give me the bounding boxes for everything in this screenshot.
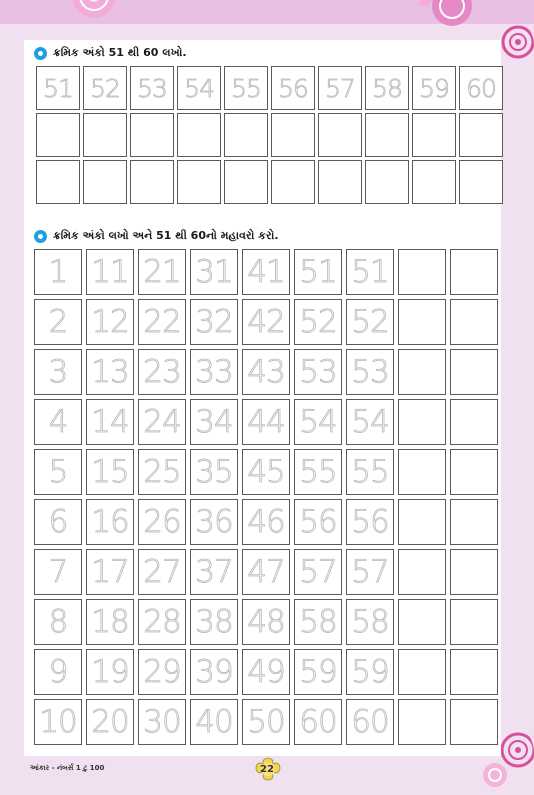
blank-writing-cell	[130, 160, 174, 204]
tracing-cell: 2	[34, 299, 82, 345]
blank-writing-cell	[224, 113, 268, 157]
tracing-cell: 48	[242, 599, 290, 645]
practice-grid-1-60	[34, 249, 498, 745]
tracing-cell: 32	[190, 299, 238, 345]
blank-writing-cell	[398, 299, 446, 345]
tracing-cell: 10	[34, 699, 82, 745]
blank-writing-cell	[130, 113, 174, 157]
tracing-cell: 24	[138, 399, 186, 445]
blank-writing-cell	[271, 113, 315, 157]
tracing-cell: 60	[459, 66, 503, 110]
tracing-cell: 31	[190, 249, 238, 295]
tracing-cell: 55	[346, 449, 394, 495]
tracing-cell: 40	[190, 699, 238, 745]
blank-writing-cell	[36, 160, 80, 204]
tracing-cell: 17	[86, 549, 134, 595]
tracing-cell: 59	[294, 649, 342, 695]
tracing-cell: 51	[294, 249, 342, 295]
tracing-cell: 54	[177, 66, 221, 110]
tracing-cell: 59	[346, 649, 394, 695]
bullet-icon	[34, 230, 47, 243]
tracing-cell: 56	[294, 499, 342, 545]
section1-heading-text: ક્રમિક અંકો 51 થી 60 લખો.	[53, 46, 187, 59]
tracing-cell: 26	[138, 499, 186, 545]
blank-writing-cell	[398, 249, 446, 295]
tracing-cell: 35	[190, 449, 238, 495]
tracing-cell: 38	[190, 599, 238, 645]
blank-writing-cell	[450, 649, 498, 695]
tracing-cell: 36	[190, 499, 238, 545]
tracing-cell: 53	[346, 349, 394, 395]
tracing-cell: 55	[294, 449, 342, 495]
bullet-icon	[34, 47, 47, 60]
tracing-cell: 18	[86, 599, 134, 645]
tracing-cell: 5	[34, 449, 82, 495]
blank-writing-cell	[450, 249, 498, 295]
tracing-cell: 8	[34, 599, 82, 645]
blank-writing-cell	[365, 160, 409, 204]
tracing-cell: 49	[242, 649, 290, 695]
tracing-cell: 13	[86, 349, 134, 395]
tracing-cell: 42	[242, 299, 290, 345]
tracing-cell: 54	[346, 399, 394, 445]
blank-writing-cell	[412, 160, 456, 204]
spiral-decoration-icon	[498, 22, 534, 68]
blank-writing-cell	[398, 349, 446, 395]
tracing-cell: 58	[346, 599, 394, 645]
tracing-cell: 45	[242, 449, 290, 495]
tracing-cell: 1	[34, 249, 82, 295]
tracing-cell: 6	[34, 499, 82, 545]
blank-writing-cell	[177, 113, 221, 157]
blank-writing-cell	[450, 599, 498, 645]
tracing-cell: 28	[138, 599, 186, 645]
blank-writing-cell	[450, 349, 498, 395]
tracing-cell: 11	[86, 249, 134, 295]
blank-writing-cell	[398, 399, 446, 445]
blank-writing-cell	[459, 160, 503, 204]
blank-writing-cell	[318, 113, 362, 157]
blank-writing-cell	[398, 499, 446, 545]
blank-writing-cell	[450, 549, 498, 595]
tracing-cell: 53	[294, 349, 342, 395]
tracing-cell: 44	[242, 399, 290, 445]
tracing-cell: 19	[86, 649, 134, 695]
tracing-cell: 20	[86, 699, 134, 745]
tracing-cell: 25	[138, 449, 186, 495]
tracing-cell: 51	[346, 249, 394, 295]
tracing-cell: 3	[34, 349, 82, 395]
tracing-cell: 33	[190, 349, 238, 395]
tracing-cell: 60	[346, 699, 394, 745]
tracing-cell: 58	[365, 66, 409, 110]
blank-writing-cell	[224, 160, 268, 204]
tracing-cell: 59	[412, 66, 456, 110]
blank-writing-cell	[271, 160, 315, 204]
blank-writing-cell	[450, 699, 498, 745]
blank-writing-cell	[83, 113, 127, 157]
tracing-cell: 23	[138, 349, 186, 395]
tracing-cell: 43	[242, 349, 290, 395]
tracing-cell: 29	[138, 649, 186, 695]
blank-writing-cell	[450, 449, 498, 495]
tracing-cell: 4	[34, 399, 82, 445]
tracing-cell: 53	[130, 66, 174, 110]
tracing-cell: 54	[294, 399, 342, 445]
blank-writing-cell	[398, 549, 446, 595]
tracing-cell: 50	[242, 699, 290, 745]
tracing-cell: 14	[86, 399, 134, 445]
blank-writing-cell	[318, 160, 362, 204]
blank-writing-cell	[398, 449, 446, 495]
circle-decoration-icon	[480, 760, 510, 790]
tracing-grid-51-60	[36, 66, 503, 204]
tracing-cell: 52	[294, 299, 342, 345]
blank-writing-cell	[450, 399, 498, 445]
tracing-cell: 41	[242, 249, 290, 295]
tracing-cell: 60	[294, 699, 342, 745]
section2-heading-text: ક્રમિક અંકો લખો અને 51 થી 60નો મહાવરો કરો.	[53, 229, 279, 242]
tracing-cell: 22	[138, 299, 186, 345]
blank-writing-cell	[398, 599, 446, 645]
tracing-cell: 21	[138, 249, 186, 295]
tracing-cell: 37	[190, 549, 238, 595]
tracing-cell: 51	[36, 66, 80, 110]
blank-writing-cell	[36, 113, 80, 157]
tracing-cell: 39	[190, 649, 238, 695]
tracing-cell: 27	[138, 549, 186, 595]
tracing-cell: 58	[294, 599, 342, 645]
tracing-cell: 46	[242, 499, 290, 545]
page-number: 22	[260, 763, 274, 775]
book-title: આંકાર - નંબર્સ 1 ટુ 100	[30, 764, 105, 772]
blank-writing-cell	[365, 113, 409, 157]
tracing-cell: 30	[138, 699, 186, 745]
blank-writing-cell	[450, 299, 498, 345]
tracing-cell: 56	[346, 499, 394, 545]
tracing-cell: 47	[242, 549, 290, 595]
circle-decoration-icon	[410, 0, 490, 34]
tracing-cell: 57	[294, 549, 342, 595]
tracing-cell: 9	[34, 649, 82, 695]
tracing-cell: 57	[318, 66, 362, 110]
tracing-cell: 52	[83, 66, 127, 110]
blank-writing-cell	[412, 113, 456, 157]
tracing-cell: 34	[190, 399, 238, 445]
tracing-cell: 52	[346, 299, 394, 345]
blank-writing-cell	[177, 160, 221, 204]
tracing-cell: 57	[346, 549, 394, 595]
blank-writing-cell	[83, 160, 127, 204]
tracing-cell: 15	[86, 449, 134, 495]
tracing-cell: 12	[86, 299, 134, 345]
tracing-cell: 16	[86, 499, 134, 545]
section2-heading	[34, 229, 279, 243]
tracing-cell: 56	[271, 66, 315, 110]
blank-writing-cell	[398, 699, 446, 745]
blank-writing-cell	[450, 499, 498, 545]
blank-writing-cell	[459, 113, 503, 157]
section1-heading	[34, 46, 187, 60]
tracing-cell: 55	[224, 66, 268, 110]
blank-writing-cell	[398, 649, 446, 695]
tracing-cell: 7	[34, 549, 82, 595]
